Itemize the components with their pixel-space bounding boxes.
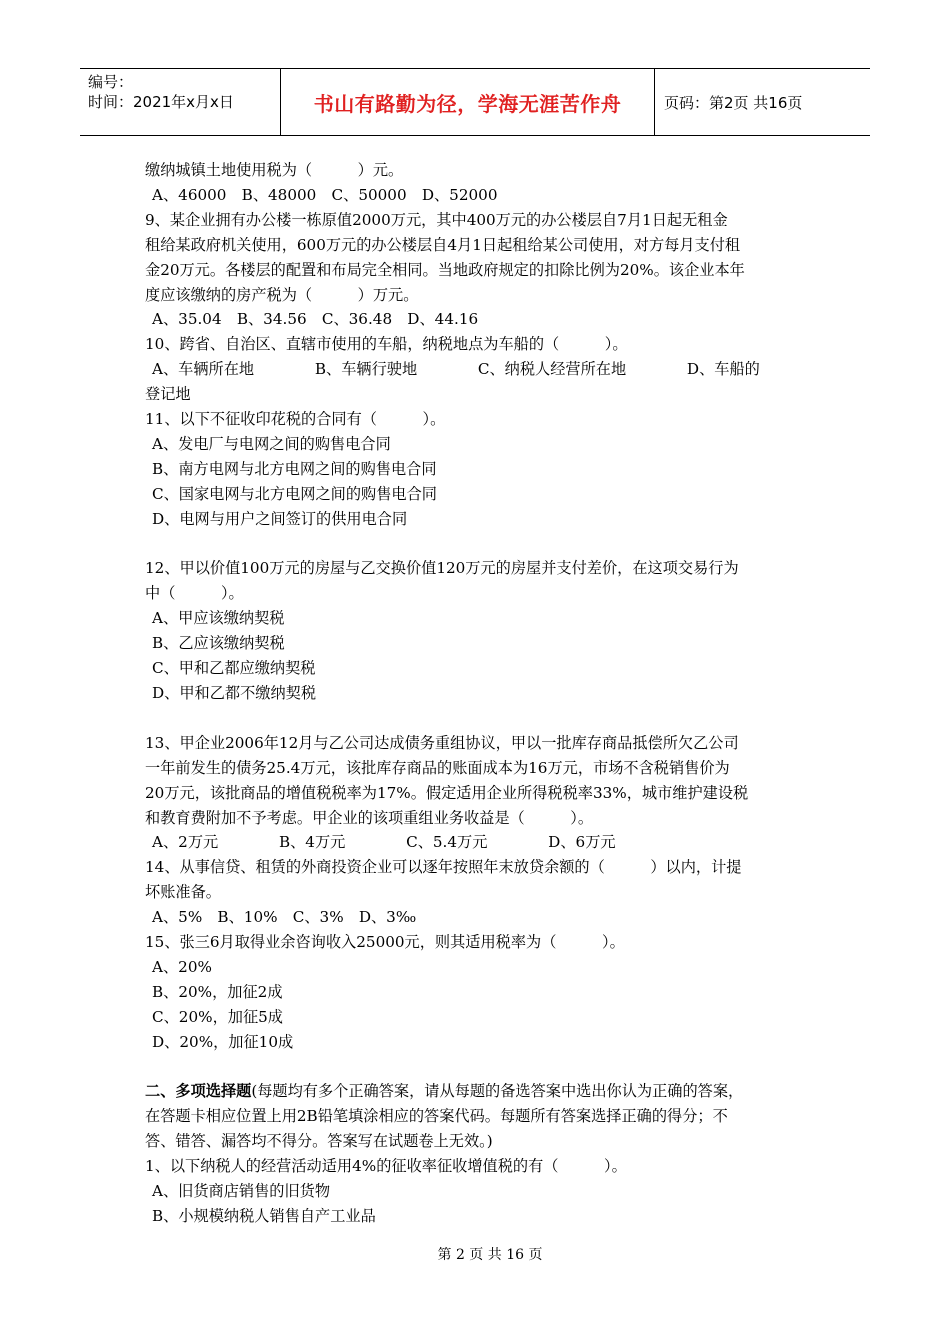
option-line: A、发电厂与电网之间的购售电合同 — [152, 434, 391, 453]
option-line: A、旧货商店销售的旧货物 — [152, 1182, 331, 1201]
option-line: B、乙应该缴纳契税 — [152, 634, 285, 653]
header-meta — [80, 69, 281, 135]
header-time-label: 时间：2021年x月x日 — [88, 93, 234, 111]
option-line: D、电网与用户之间签订的供用电合同 — [152, 509, 408, 528]
question-line: 11、以下不征收印花税的合同有（ ）。 — [145, 410, 446, 429]
question-line: 14、从事信贷、租赁的外商投资企业可以逐年按照年末放贷余额的（ ）以内，计提 — [145, 858, 742, 877]
page-footer: 第 2 页 共 16 页 — [437, 1247, 543, 1263]
document-body — [145, 158, 807, 1229]
text-line: 缴纳城镇土地使用税为（ ）元。 — [145, 161, 404, 179]
blank-line — [145, 532, 807, 557]
blank-line — [145, 706, 807, 731]
option-line: C、甲和乙都应缴纳契税 — [152, 659, 316, 678]
text-line: 中（ ）。 — [145, 584, 244, 603]
option-line: B、小规模纳税人销售自产工业品 — [152, 1207, 376, 1226]
question-line: 15、张三6月取得业余咨询收入25000元，则其适用税率为（ ）。 — [145, 933, 625, 952]
text-line: 度应该缴纳的房产税为（ ）万元。 — [145, 285, 419, 304]
section-title: 二、多项选择题 — [145, 1082, 252, 1101]
section-intro: (每题均有多个正确答案，请从每题的备选答案中选出你认为正确的答案， — [251, 1082, 744, 1101]
option-line: A、车辆所在地 B、车辆行驶地 C、纳税人经营所在地 D、车船的 — [152, 360, 760, 379]
option-line: B、南方电网与北方电网之间的购售电合同 — [152, 459, 437, 478]
option-line: C、国家电网与北方电网之间的购售电合同 — [152, 484, 437, 503]
text-line: 20万元，该批商品的增值税税率为17%。假定适用企业所得税税率33%，城市维护建设税 — [145, 783, 749, 802]
option-line: B、20%，加征2成 — [152, 982, 283, 1001]
blank-line — [145, 1055, 807, 1080]
option-line: A、46000 B、48000 C、50000 D、52000 — [152, 185, 498, 204]
text-line: 金20万元。各楼层的配置和布局完全相同。当地政府规定的扣除比例为20%。该企业本年 — [145, 260, 745, 279]
option-line: A、35.04 B、34.56 C、36.48 D、44.16 — [152, 310, 479, 329]
option-line: A、5% B、10% C、3% D、3‰ — [152, 908, 417, 927]
text-line: 登记地 — [145, 385, 191, 404]
text-line: 坏账准备。 — [145, 883, 221, 902]
question-line: 1、以下纳税人的经营活动适用4%的征收率征收增值税的有（ ）。 — [145, 1157, 627, 1176]
question-line: 9、某企业拥有办公楼一栋原值2000万元，其中400万元的办公楼层自7月1日起无租金 — [145, 210, 728, 229]
question-line: 10、跨省、自治区、直辖市使用的车船，纳税地点为车船的（ ）。 — [145, 335, 628, 354]
option-line: A、20% — [152, 957, 212, 976]
text-line: 在答题卡相应位置上用2B铅笔填涂相应的答案代码。每题所有答案选择正确的得分；不 — [145, 1107, 728, 1126]
option-line: C、20%，加征5成 — [152, 1007, 283, 1026]
header-page-info: 页码：第2页 共16页 — [664, 93, 803, 112]
page-header — [80, 68, 870, 136]
section-heading-line — [145, 1079, 807, 1104]
option-line: A、2万元 B、4万元 C、5.4万元 D、6万元 — [152, 833, 616, 852]
text-line: 一年前发生的债务25.4万元，该批库存商品的账面成本为16万元，市场不含税销售价为 — [145, 758, 730, 777]
header-motto: 书山有路勤为径，学海无涯苦作舟 — [281, 69, 655, 135]
question-line: 12、甲以价值100万元的房屋与乙交换价值120万元的房屋并支付差价，在这项交易行为 — [145, 559, 739, 578]
option-line: A、甲应该缴纳契税 — [152, 609, 285, 628]
option-line: D、20%，加征10成 — [152, 1032, 294, 1051]
text-line: 租给某政府机关使用，600万元的办公楼层自4月1日起租给某公司使用，对方每月支付租 — [145, 235, 741, 254]
header-number-label: 编号： — [88, 73, 134, 91]
option-line: D、甲和乙都不缴纳契税 — [152, 684, 317, 703]
text-line: 和教育费附加不予考虑。甲企业的该项重组业务收益是（ ）。 — [145, 808, 594, 827]
text-line: 答、错答、漏答均不得分。答案写在试题卷上无效。) — [145, 1132, 493, 1151]
question-line: 13、甲企业2006年12月与乙公司达成债务重组协议，甲以一批库存商品抵偿所欠乙公司 — [145, 733, 739, 752]
